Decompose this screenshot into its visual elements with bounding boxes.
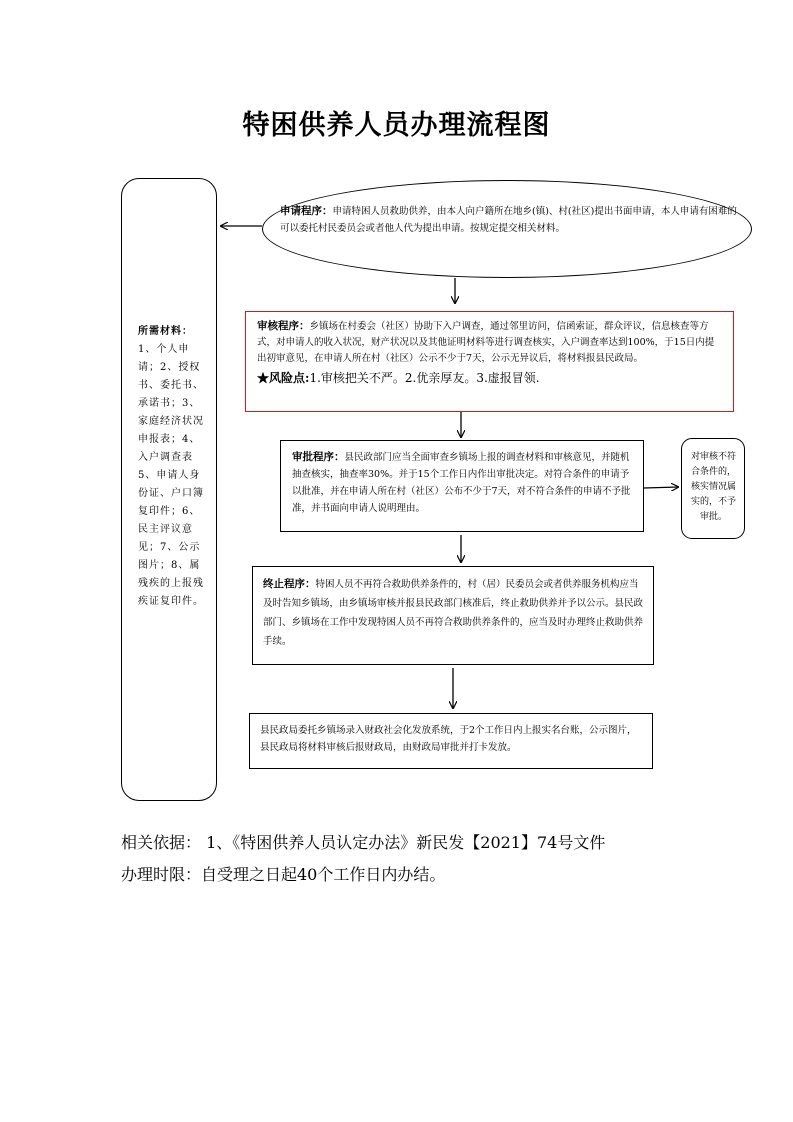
apply-label: 申请程序： [280, 205, 333, 217]
review-label: 审核程序： [257, 320, 310, 332]
final-text: 县民政局委托乡镇场录入财政社会化发放系统，于2个工作日内上报实名台账，公示图片，县民政局将材料审核后报财政局，由财政局审批并打卡发放。 [260, 725, 637, 753]
risk-label: ★风险点: [257, 371, 310, 385]
approve-text: 县民政部门应当全面审查乡镇场上报的调查材料和审核意见，并随机抽查核实，抽查率30%。并于15个工作日内作出审批决定。对符合条件的申请予以批准，并在申请人所在村（社区）公布不少于7天，对不符合条件的申请不予批准，并书面向申请人说明理由。 [292, 452, 631, 514]
apply-text: 申请特困人员救助供养，由本人向户籍所在地乡(镇)、村(社区)提出书面申请，本人申请有困难的可以委托村民委员会或者他人代为提出申请。按规定提交相关材料。 [280, 206, 737, 234]
reject-text: 对审核不符合条件的，核实情况属实的，不予审批。 [690, 452, 736, 522]
risk-text: 1.审核把关不严。2.优亲厚友。3.虚报冒领. [309, 371, 540, 385]
risk-points [257, 368, 723, 388]
apply-step [280, 203, 738, 237]
final-step [249, 713, 653, 769]
arrow-approve-to-reject [644, 487, 678, 488]
review-text: 乡镇场在村委会（社区）协助下入户调查，通过邻里访问，信函索证，群众评议，信息核查等方式，对申请人的收入状况，财产状况以及其他证明材料等进行调查核实，入户调查率达到100%，于15日内提出初审意见，在申请人所在村（社区）公示不少于7天，公示无异议后，将材料报县民政局。 [257, 321, 715, 364]
page-title: 特困供养人员办理流程图 [242, 110, 551, 141]
terminate-step [252, 566, 654, 665]
approve-step [280, 440, 644, 532]
time-limit-line: 办理时限：自受理之日起40个工作日内办结。 [121, 865, 446, 884]
footer [121, 829, 771, 893]
review-step [245, 311, 734, 412]
terminate-label: 终止程序： [263, 578, 316, 590]
basis-line: 相关依据： 1、《特困供养人员认定办法》新民发【2021】74号文件 [121, 833, 606, 852]
terminate-text: 特困人员不再符合救助供养条件的，村（居）民委员会或者供养服务机构应当及时告知乡镇场，由乡镇场审核并报县民政部门核准后，终止救助供养并予以公示。县民政部门、乡镇场在工作中发现特困人员不再符合救助供养条件的，应当及时办理终止救助供养手续。 [263, 579, 644, 647]
approve-label: 审批程序： [292, 451, 345, 463]
materials-text [138, 323, 206, 611]
reject-note [681, 438, 745, 539]
materials-heading: 所需材料： [138, 326, 193, 337]
materials-items: 1、个人申请；2、授权书、委托书、承诺书；3、家庭经济状况申报表；4、入户调查表5、申请人身份证、户口簿复印件；6、民主评议意见；7、公示图片；8、属残疾的上报残疾证复印件。 [138, 344, 204, 607]
